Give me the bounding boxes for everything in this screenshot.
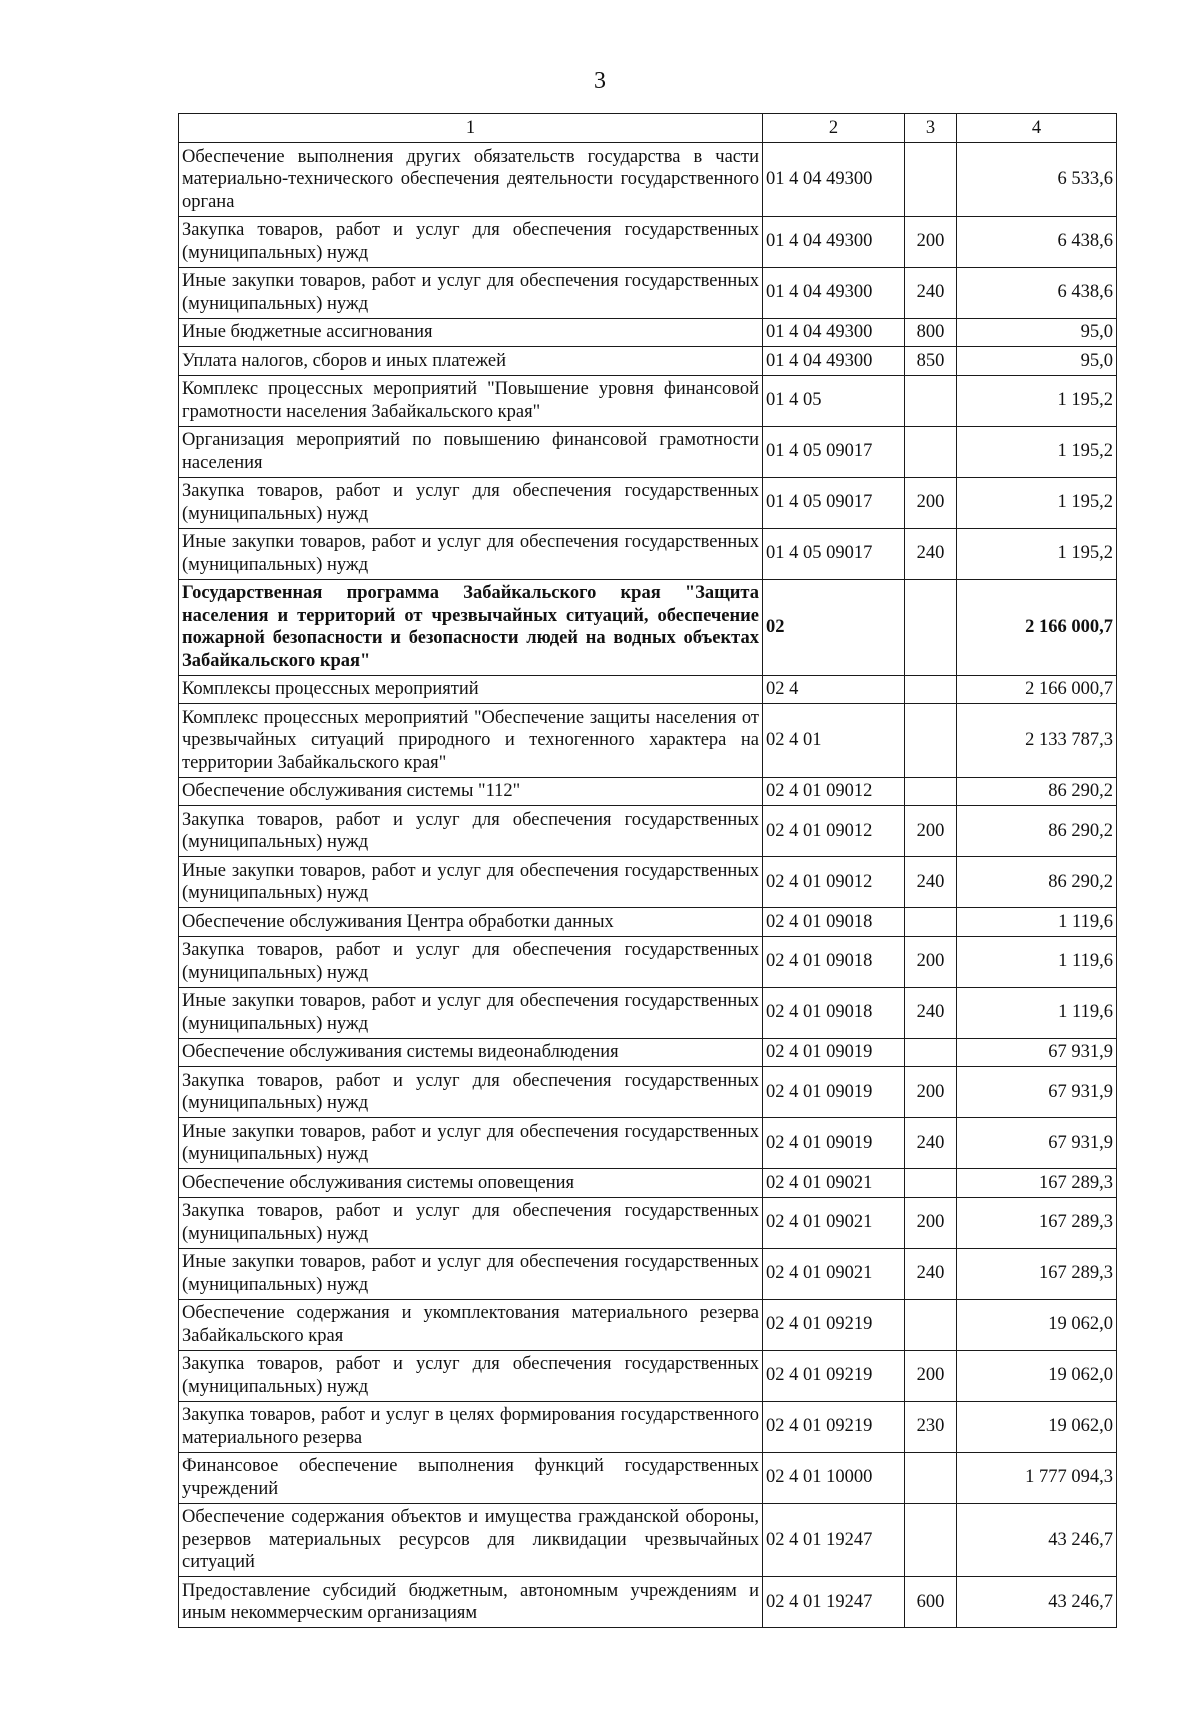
header-row — [179, 114, 1117, 143]
table-row — [179, 1169, 1117, 1198]
table-row — [179, 579, 1117, 675]
row-code-cell: 02 4 01 09018 — [763, 987, 905, 1038]
row-code-cell: 02 4 01 09219 — [763, 1299, 905, 1350]
row-vr-cell — [905, 579, 957, 675]
table-row — [179, 777, 1117, 806]
budget-table — [178, 113, 1117, 1628]
row-amount-cell: 67 931,9 — [957, 1067, 1117, 1118]
row-code-cell: 02 4 — [763, 675, 905, 704]
table-row — [179, 908, 1117, 937]
row-vr-cell — [905, 1038, 957, 1067]
row-name-cell: Иные закупки товаров, работ и услуг для обеспечения государственных (муниципальных) нужд — [179, 1118, 763, 1169]
row-vr-cell: 200 — [905, 216, 957, 267]
row-code-cell: 02 4 01 19247 — [763, 1577, 905, 1628]
row-name-cell: Обеспечение обслуживания системы видеонаблюдения — [179, 1038, 763, 1067]
row-vr-cell — [905, 426, 957, 477]
table-row — [179, 936, 1117, 987]
row-amount-cell: 167 289,3 — [957, 1248, 1117, 1299]
row-vr-cell: 200 — [905, 477, 957, 528]
table-row — [179, 1118, 1117, 1169]
table-row — [179, 267, 1117, 318]
row-amount-cell: 67 931,9 — [957, 1118, 1117, 1169]
row-code-cell: 01 4 05 09017 — [763, 426, 905, 477]
table-row — [179, 477, 1117, 528]
row-vr-cell — [905, 704, 957, 778]
row-code-cell: 02 4 01 09019 — [763, 1038, 905, 1067]
row-code-cell: 02 4 01 09018 — [763, 908, 905, 937]
table-row — [179, 1197, 1117, 1248]
row-vr-cell: 200 — [905, 1350, 957, 1401]
row-name-cell: Комплексы процессных мероприятий — [179, 675, 763, 704]
row-vr-cell — [905, 908, 957, 937]
row-vr-cell — [905, 1299, 957, 1350]
row-name-cell: Обеспечение выполнения других обязательств государства в части материально-технического обеспечения деятельности государственного органа — [179, 143, 763, 217]
row-code-cell: 02 4 01 09019 — [763, 1118, 905, 1169]
row-amount-cell: 19 062,0 — [957, 1401, 1117, 1452]
row-name-cell: Обеспечение обслуживания системы "112" — [179, 777, 763, 806]
row-name-cell: Закупка товаров, работ и услуг в целях формирования государственного материального резерва — [179, 1401, 763, 1452]
table-row — [179, 375, 1117, 426]
page-number: 3 — [594, 68, 606, 94]
table-row — [179, 1401, 1117, 1452]
row-name-cell: Обеспечение содержания объектов и имущества гражданской обороны, резервов материальных ресурсов для ликвидации чрезвычайных ситуаций — [179, 1503, 763, 1577]
row-amount-cell: 6 438,6 — [957, 267, 1117, 318]
row-amount-cell: 86 290,2 — [957, 777, 1117, 806]
table-row — [179, 806, 1117, 857]
row-code-cell: 01 4 04 49300 — [763, 347, 905, 376]
row-name-cell: Иные закупки товаров, работ и услуг для обеспечения государственных (муниципальных) нужд — [179, 267, 763, 318]
row-vr-cell: 850 — [905, 347, 957, 376]
table-row — [179, 1299, 1117, 1350]
row-name-cell: Предоставление субсидий бюджетным, автономным учреждениям и иным некоммерческим организациям — [179, 1577, 763, 1628]
row-name-cell: Обеспечение обслуживания Центра обработки данных — [179, 908, 763, 937]
table-header — [179, 114, 1117, 143]
row-vr-cell — [905, 675, 957, 704]
row-amount-cell: 86 290,2 — [957, 857, 1117, 908]
table-row — [179, 675, 1117, 704]
row-vr-cell: 240 — [905, 1118, 957, 1169]
row-amount-cell: 86 290,2 — [957, 806, 1117, 857]
row-code-cell: 01 4 04 49300 — [763, 216, 905, 267]
table-body — [179, 143, 1117, 1628]
row-amount-cell: 6 438,6 — [957, 216, 1117, 267]
row-vr-cell: 200 — [905, 806, 957, 857]
row-name-cell: Закупка товаров, работ и услуг для обеспечения государственных (муниципальных) нужд — [179, 1067, 763, 1118]
row-code-cell: 02 4 01 09012 — [763, 777, 905, 806]
table-row — [179, 857, 1117, 908]
row-name-cell: Иные закупки товаров, работ и услуг для обеспечения государственных (муниципальных) нужд — [179, 857, 763, 908]
table-row — [179, 1248, 1117, 1299]
table-row — [179, 1503, 1117, 1577]
row-name-cell: Комплекс процессных мероприятий "Обеспечение защиты населения от чрезвычайных ситуаций природного и техногенного характера на территории Забайкальского края" — [179, 704, 763, 778]
row-name-cell: Комплекс процессных мероприятий "Повышение уровня финансовой грамотности населения Забайкальского края" — [179, 375, 763, 426]
row-code-cell: 02 4 01 09021 — [763, 1197, 905, 1248]
row-amount-cell: 43 246,7 — [957, 1577, 1117, 1628]
row-name-cell: Иные закупки товаров, работ и услуг для обеспечения государственных (муниципальных) нужд — [179, 987, 763, 1038]
row-code-cell: 02 4 01 09021 — [763, 1248, 905, 1299]
row-amount-cell: 1 119,6 — [957, 936, 1117, 987]
table-row — [179, 216, 1117, 267]
header-col-4: 4 — [957, 114, 1117, 143]
row-vr-cell — [905, 1169, 957, 1198]
row-vr-cell — [905, 143, 957, 217]
row-amount-cell: 6 533,6 — [957, 143, 1117, 217]
row-amount-cell: 2 166 000,7 — [957, 579, 1117, 675]
row-code-cell: 02 4 01 19247 — [763, 1503, 905, 1577]
row-amount-cell: 1 777 094,3 — [957, 1452, 1117, 1503]
row-code-cell: 02 4 01 09018 — [763, 936, 905, 987]
table-row — [179, 704, 1117, 778]
row-code-cell: 01 4 05 09017 — [763, 477, 905, 528]
row-code-cell: 02 4 01 09219 — [763, 1350, 905, 1401]
row-code-cell: 02 4 01 09021 — [763, 1169, 905, 1198]
row-code-cell: 01 4 05 09017 — [763, 528, 905, 579]
row-vr-cell: 800 — [905, 318, 957, 347]
row-amount-cell: 95,0 — [957, 347, 1117, 376]
row-code-cell: 02 — [763, 579, 905, 675]
row-vr-cell — [905, 777, 957, 806]
table-row — [179, 528, 1117, 579]
row-amount-cell: 43 246,7 — [957, 1503, 1117, 1577]
header-col-2: 2 — [763, 114, 905, 143]
row-amount-cell: 1 119,6 — [957, 987, 1117, 1038]
row-amount-cell: 1 195,2 — [957, 528, 1117, 579]
row-code-cell: 01 4 05 — [763, 375, 905, 426]
row-amount-cell: 1 195,2 — [957, 426, 1117, 477]
row-name-cell: Закупка товаров, работ и услуг для обеспечения государственных (муниципальных) нужд — [179, 477, 763, 528]
table-row — [179, 987, 1117, 1038]
table-row — [179, 1452, 1117, 1503]
row-amount-cell: 167 289,3 — [957, 1169, 1117, 1198]
table-row — [179, 1038, 1117, 1067]
row-amount-cell: 1 119,6 — [957, 908, 1117, 937]
row-code-cell: 02 4 01 — [763, 704, 905, 778]
table-row — [179, 426, 1117, 477]
row-vr-cell: 240 — [905, 267, 957, 318]
row-vr-cell: 600 — [905, 1577, 957, 1628]
row-amount-cell: 95,0 — [957, 318, 1117, 347]
row-code-cell: 02 4 01 09219 — [763, 1401, 905, 1452]
row-code-cell: 02 4 01 09012 — [763, 857, 905, 908]
row-vr-cell: 240 — [905, 1248, 957, 1299]
row-amount-cell: 67 931,9 — [957, 1038, 1117, 1067]
row-code-cell: 01 4 04 49300 — [763, 267, 905, 318]
row-name-cell: Закупка товаров, работ и услуг для обеспечения государственных (муниципальных) нужд — [179, 1350, 763, 1401]
row-vr-cell — [905, 375, 957, 426]
table-row — [179, 318, 1117, 347]
row-name-cell: Организация мероприятий по повышению финансовой грамотности населения — [179, 426, 763, 477]
row-vr-cell: 200 — [905, 1197, 957, 1248]
table-row — [179, 143, 1117, 217]
row-name-cell: Иные закупки товаров, работ и услуг для обеспечения государственных (муниципальных) нужд — [179, 1248, 763, 1299]
header-col-1: 1 — [179, 114, 763, 143]
row-name-cell: Закупка товаров, работ и услуг для обеспечения государственных (муниципальных) нужд — [179, 936, 763, 987]
row-name-cell: Закупка товаров, работ и услуг для обеспечения государственных (муниципальных) нужд — [179, 806, 763, 857]
row-vr-cell: 240 — [905, 528, 957, 579]
row-vr-cell — [905, 1452, 957, 1503]
row-vr-cell: 200 — [905, 1067, 957, 1118]
table-row — [179, 1350, 1117, 1401]
table-row — [179, 1067, 1117, 1118]
row-code-cell: 02 4 01 10000 — [763, 1452, 905, 1503]
row-code-cell: 02 4 01 09012 — [763, 806, 905, 857]
row-vr-cell: 240 — [905, 857, 957, 908]
row-amount-cell: 167 289,3 — [957, 1197, 1117, 1248]
row-vr-cell: 230 — [905, 1401, 957, 1452]
row-vr-cell: 240 — [905, 987, 957, 1038]
row-name-cell: Обеспечение содержания и укомплектования материального резерва Забайкальского края — [179, 1299, 763, 1350]
table-row — [179, 1577, 1117, 1628]
row-vr-cell — [905, 1503, 957, 1577]
header-col-3: 3 — [905, 114, 957, 143]
row-code-cell: 01 4 04 49300 — [763, 318, 905, 347]
row-name-cell: Иные закупки товаров, работ и услуг для обеспечения государственных (муниципальных) нужд — [179, 528, 763, 579]
row-code-cell: 02 4 01 09019 — [763, 1067, 905, 1118]
table-row — [179, 347, 1117, 376]
row-amount-cell: 2 166 000,7 — [957, 675, 1117, 704]
row-name-cell: Уплата налогов, сборов и иных платежей — [179, 347, 763, 376]
row-name-cell: Финансовое обеспечение выполнения функций государственных учреждений — [179, 1452, 763, 1503]
row-amount-cell: 1 195,2 — [957, 477, 1117, 528]
row-name-cell: Закупка товаров, работ и услуг для обеспечения государственных (муниципальных) нужд — [179, 216, 763, 267]
row-code-cell: 01 4 04 49300 — [763, 143, 905, 217]
row-vr-cell: 200 — [905, 936, 957, 987]
row-name-cell: Государственная программа Забайкальского края "Защита населения и территорий от чрезвычайных ситуаций, обеспечение пожарной безопасности и безопасности людей на водных объектах Забайкальского края" — [179, 579, 763, 675]
row-name-cell: Закупка товаров, работ и услуг для обеспечения государственных (муниципальных) нужд — [179, 1197, 763, 1248]
row-name-cell: Иные бюджетные ассигнования — [179, 318, 763, 347]
row-amount-cell: 2 133 787,3 — [957, 704, 1117, 778]
row-amount-cell: 1 195,2 — [957, 375, 1117, 426]
row-name-cell: Обеспечение обслуживания системы оповещения — [179, 1169, 763, 1198]
row-amount-cell: 19 062,0 — [957, 1299, 1117, 1350]
row-amount-cell: 19 062,0 — [957, 1350, 1117, 1401]
